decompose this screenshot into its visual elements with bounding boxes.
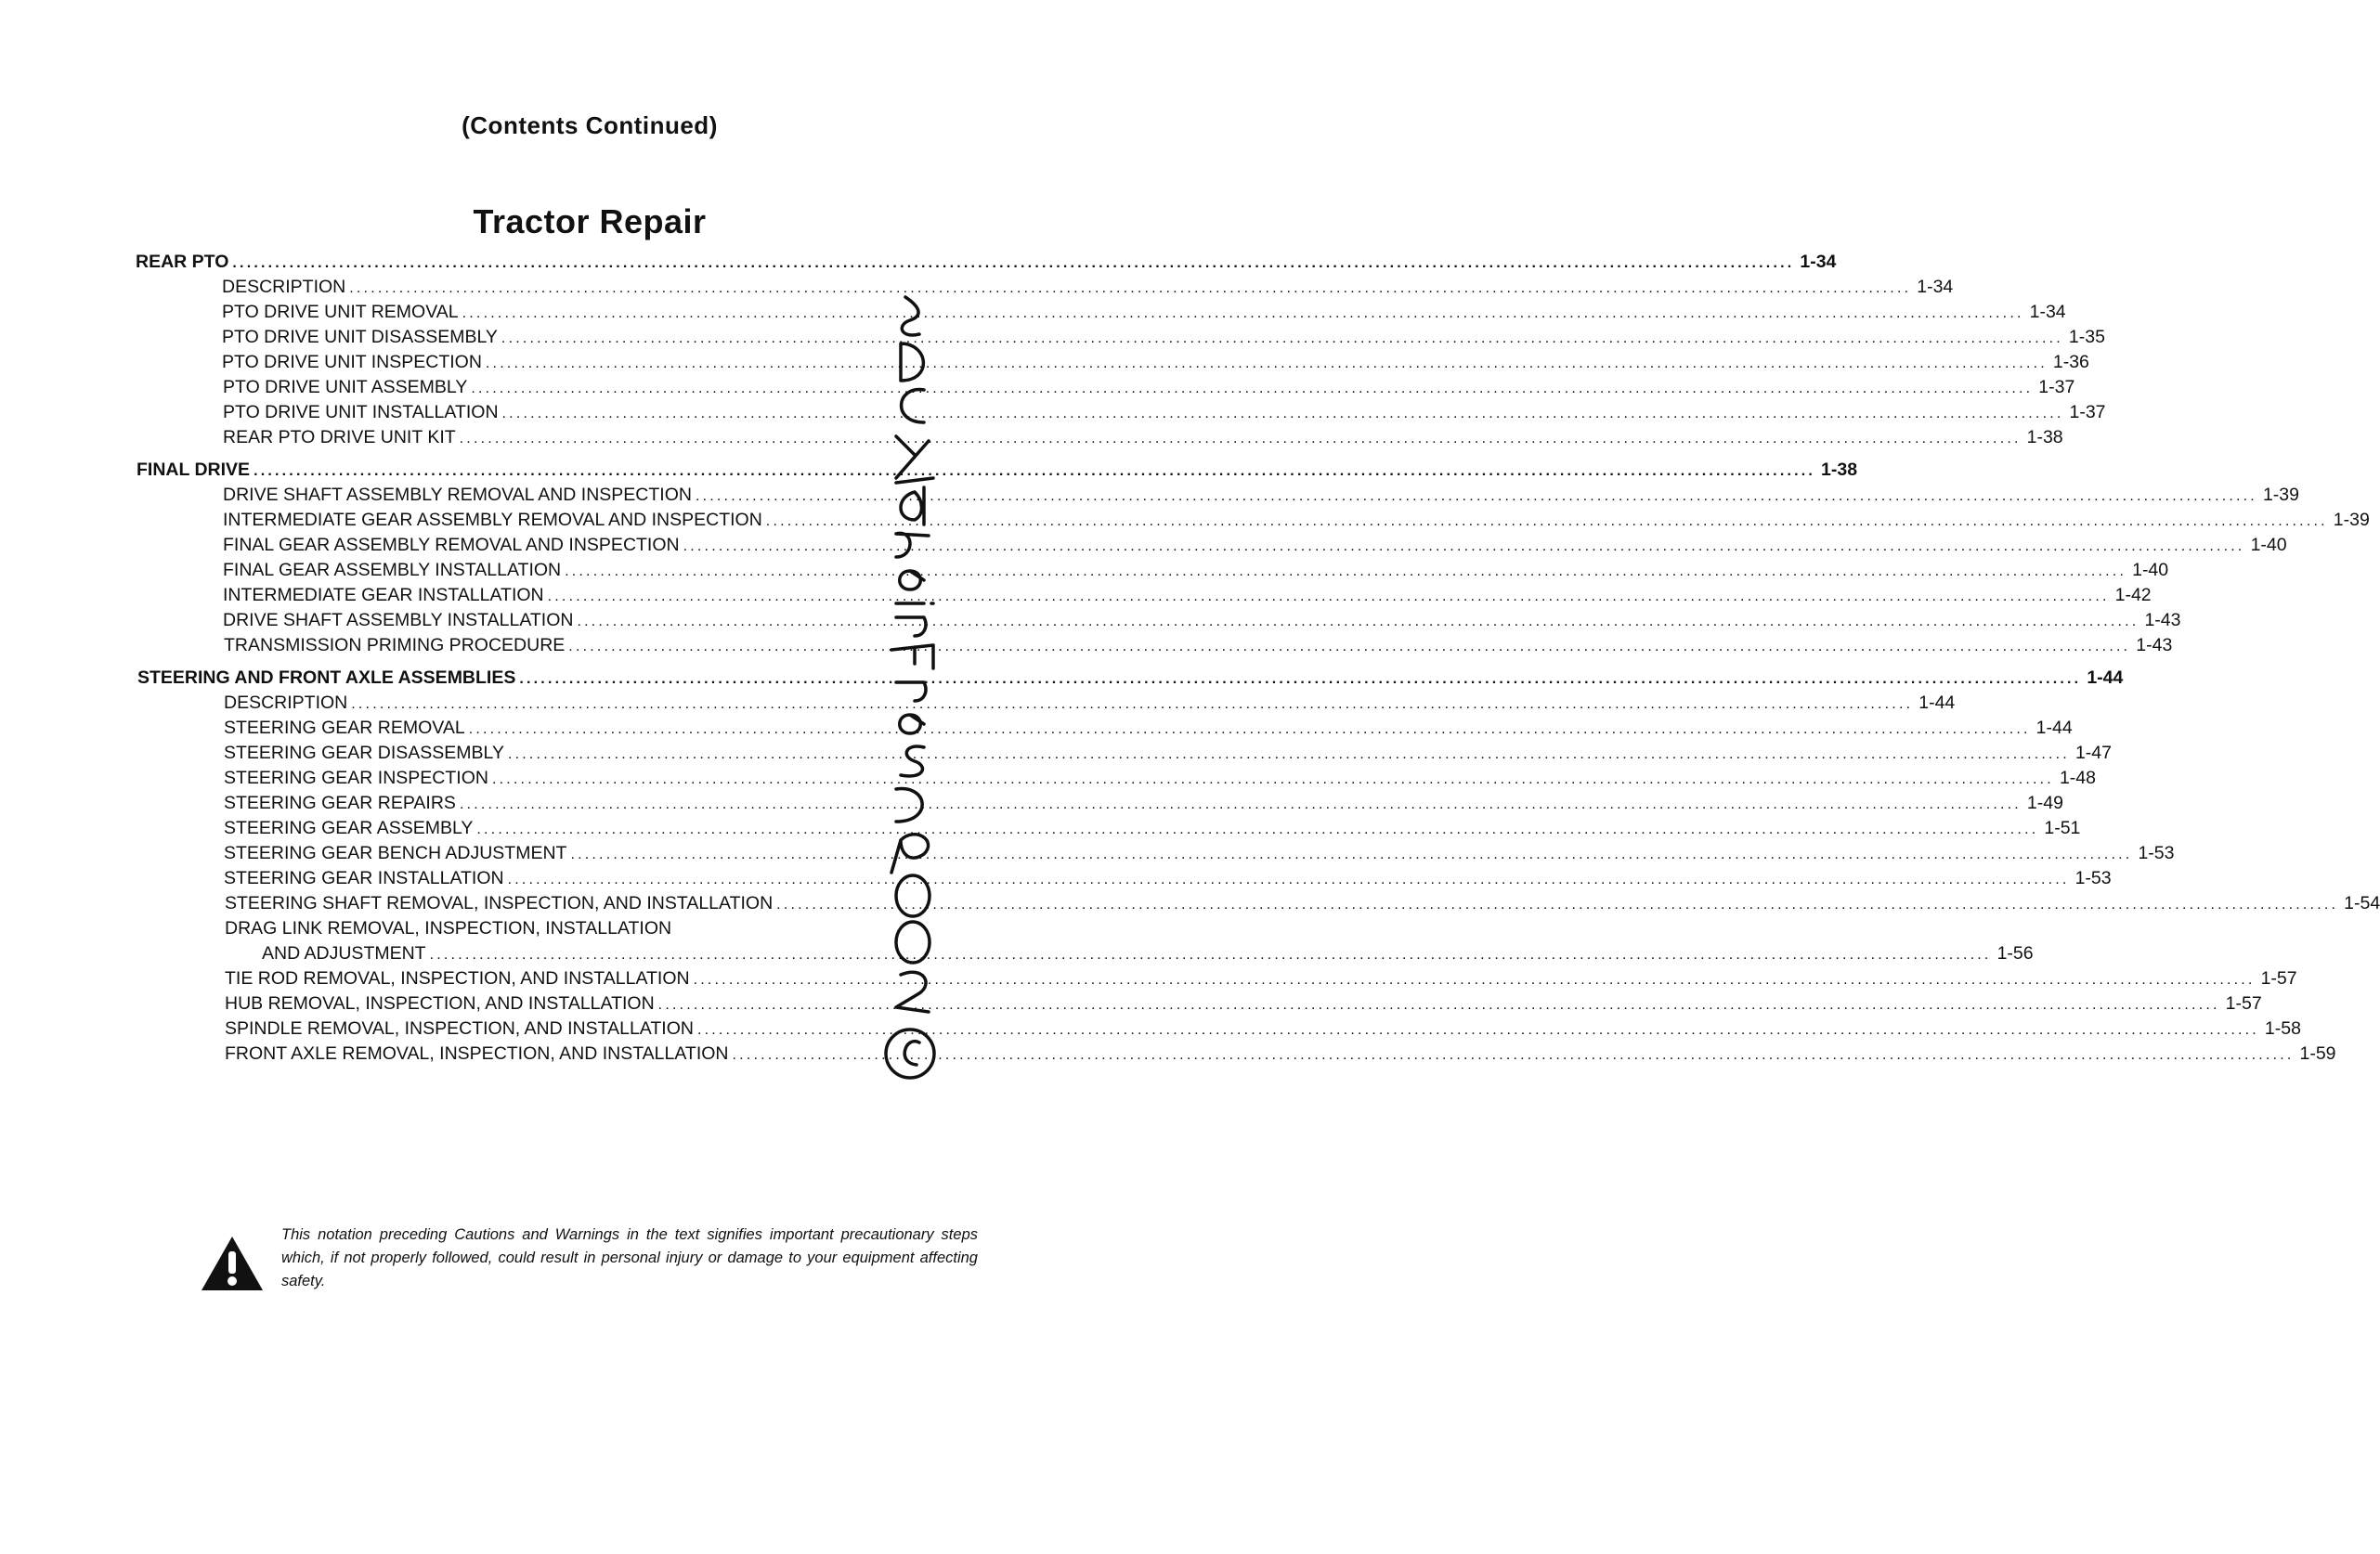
toc-page-number: 1-43 xyxy=(2144,610,2181,630)
toc-section-row xyxy=(137,459,1858,483)
contents-continued-heading: (Contents Continued) xyxy=(462,111,718,139)
toc-entry-row xyxy=(224,742,2112,766)
toc-leader-dots: ............................................................................................................................................................................................................................ xyxy=(565,563,2127,579)
toc-page-number: 1-56 xyxy=(1996,943,2034,964)
toc-leader-dots: ............................................................................................................................................................................................................................ xyxy=(501,406,2064,421)
toc-leader-dots: ............................................................................................................................................................................................................................ xyxy=(232,255,1795,271)
toc-entry-row xyxy=(224,842,2175,866)
toc-entry-label: DESCRIPTION xyxy=(222,277,346,297)
toc-page-number: 1-37 xyxy=(2038,377,2075,397)
toc-leader-dots: ............................................................................................................................................................................................................................ xyxy=(695,488,2257,504)
toc-entry-label: HUB REMOVAL, INSPECTION, AND INSTALLATION xyxy=(225,993,655,1014)
toc-section-row xyxy=(137,667,2124,691)
toc-entry-row xyxy=(224,817,2081,841)
safety-notice xyxy=(195,1224,984,1307)
toc-entry-row xyxy=(222,351,2089,375)
toc-entry-row xyxy=(224,792,2063,816)
toc-leader-dots: ............................................................................................................................................................................................................................ xyxy=(476,822,2039,837)
toc-entry-label: STEERING AND FRONT AXLE ASSEMBLIES xyxy=(137,667,516,688)
toc-leader-dots: ............................................................................................................................................................................................................................ xyxy=(471,381,2034,396)
toc-entry-label: STEERING GEAR REPAIRS xyxy=(224,793,456,813)
toc-page-number: 1-34 xyxy=(1917,277,1954,297)
toc-leader-dots: ............................................................................................................................................................................................................................ xyxy=(351,696,1914,712)
toc-page-number: 1-39 xyxy=(2262,485,2299,505)
toc-entry-row xyxy=(223,559,2169,583)
toc-leader-dots: ............................................................................................................................................................................................................................ xyxy=(657,997,2220,1013)
toc-leader-dots: ............................................................................................................................................................................................................................ xyxy=(519,671,2082,687)
toc-page-number: 1-37 xyxy=(2069,402,2106,422)
toc-leader-dots: ............................................................................................................................................................................................................................ xyxy=(696,1022,2259,1038)
handwritten-copyright-watermark xyxy=(887,292,975,1142)
toc-page-number: 1-57 xyxy=(2225,993,2262,1014)
toc-page-number: 1-38 xyxy=(1821,460,1858,480)
toc-page-number: 1-35 xyxy=(2068,327,2105,347)
toc-page-number: 1-54 xyxy=(2344,893,2380,913)
toc-entry-label: DRAG LINK REMOVAL, INSPECTION, INSTALLATION xyxy=(225,918,672,939)
toc-entry-row xyxy=(225,967,2297,991)
toc-leader-dots: ............................................................................................................................................................................................................................ xyxy=(507,746,2070,762)
toc-page-number: 1-39 xyxy=(2333,510,2370,530)
toc-leader-dots: ............................................................................................................................................................................................................................ xyxy=(459,431,2022,447)
toc-entry-label: STEERING GEAR INSTALLATION xyxy=(224,868,504,888)
toc-entry-row xyxy=(223,426,2063,450)
page-title: Tractor Repair xyxy=(473,202,707,240)
toc-entry-label: INTERMEDIATE GEAR INSTALLATION xyxy=(223,585,544,605)
toc-entry-label: STEERING GEAR DISASSEMBLY xyxy=(224,743,504,763)
toc-entry-label: REAR PTO DRIVE UNIT KIT xyxy=(223,427,456,447)
toc-page-number: 1-36 xyxy=(2052,352,2089,372)
toc-section-row xyxy=(136,251,1837,275)
toc-page-number: 1-44 xyxy=(2087,667,2124,688)
toc-page-number: 1-48 xyxy=(2059,768,2096,788)
toc-entry-row xyxy=(224,634,2173,658)
toc-entry-row xyxy=(222,326,2105,350)
toc-entry-label: SPINDLE REMOVAL, INSPECTION, AND INSTALLATION xyxy=(225,1018,694,1039)
toc-entry-row xyxy=(225,1042,2336,1067)
toc-entry-row xyxy=(223,376,2075,400)
toc-entry-row xyxy=(225,892,2380,916)
toc-entry-row xyxy=(225,917,985,939)
toc-leader-dots: ............................................................................................................................................................................................................................ xyxy=(254,463,1816,479)
toc-entry-label: AND ADJUSTMENT xyxy=(262,943,426,964)
toc-entry-label: STEERING GEAR ASSEMBLY xyxy=(224,818,474,838)
toc-entry-row xyxy=(224,717,2073,741)
toc-page-number: 1-43 xyxy=(2136,635,2173,655)
toc-entry-label: DRIVE SHAFT ASSEMBLY REMOVAL AND INSPECTION xyxy=(223,485,692,505)
toc-leader-dots: ............................................................................................................................................................................................................................ xyxy=(547,589,2110,604)
toc-entry-label: FINAL DRIVE xyxy=(137,460,251,480)
toc-page-number: 1-38 xyxy=(2026,427,2063,447)
toc-leader-dots: ............................................................................................................................................................................................................................ xyxy=(765,513,2328,529)
toc-entry-row xyxy=(223,509,2370,533)
toc-entry-label: REAR PTO xyxy=(136,252,229,272)
toc-entry-label: STEERING GEAR REMOVAL xyxy=(224,718,465,738)
toc-entry-row xyxy=(223,534,2287,558)
toc-page-number: 1-34 xyxy=(2029,302,2066,322)
toc-entry-label: DRIVE SHAFT ASSEMBLY INSTALLATION xyxy=(223,610,574,630)
toc-entry-label: STEERING GEAR INSPECTION xyxy=(224,768,488,788)
toc-leader-dots: ............................................................................................................................................................................................................................ xyxy=(485,356,2048,371)
toc-entry-label: TRANSMISSION PRIMING PROCEDURE xyxy=(224,635,566,655)
toc-entry-label: FRONT AXLE REMOVAL, INSPECTION, AND INSTALLATION xyxy=(225,1043,729,1064)
toc-entry-row xyxy=(225,992,2262,1017)
toc-entry-row xyxy=(223,609,2181,633)
toc-entry-row xyxy=(224,867,2112,891)
toc-entry-label: PTO DRIVE UNIT REMOVAL xyxy=(222,302,459,322)
toc-page-number: 1-58 xyxy=(2264,1018,2301,1039)
toc-entry-label: PTO DRIVE UNIT INSPECTION xyxy=(222,352,482,372)
toc-entry-label: DESCRIPTION xyxy=(224,693,348,713)
toc-entry-row xyxy=(222,301,2066,325)
toc-entry-label: FINAL GEAR ASSEMBLY REMOVAL AND INSPECTION xyxy=(223,535,680,555)
toc-entry-row xyxy=(223,584,2152,608)
toc-page-number: 1-44 xyxy=(2035,718,2073,738)
toc-entry-label: PTO DRIVE UNIT ASSEMBLY xyxy=(223,377,468,397)
toc-leader-dots: ............................................................................................................................................................................................................................ xyxy=(468,721,2031,737)
toc-entry-label: STEERING GEAR BENCH ADJUSTMENT xyxy=(224,843,567,863)
toc-leader-dots: ............................................................................................................................................................................................................................ xyxy=(683,538,2245,554)
toc-page-number: 1-53 xyxy=(2074,868,2112,888)
toc-entry-row xyxy=(224,767,2096,791)
toc-leader-dots: ............................................................................................................................................................................................................................ xyxy=(462,305,2024,321)
toc-entry-row xyxy=(222,276,1954,300)
toc-page-number: 1-34 xyxy=(1800,252,1837,272)
toc-leader-dots: ............................................................................................................................................................................................................................ xyxy=(507,872,2070,887)
toc-page-number: 1-44 xyxy=(1918,693,1956,713)
toc-leader-dots: ............................................................................................................................................................................................................................ xyxy=(568,639,2131,654)
toc-entry-label: PTO DRIVE UNIT INSTALLATION xyxy=(223,402,499,422)
toc-page-number: 1-40 xyxy=(2250,535,2287,555)
toc-page-number: 1-40 xyxy=(2132,560,2169,580)
toc-entry-label: INTERMEDIATE GEAR ASSEMBLY REMOVAL AND INSPECTION xyxy=(223,510,762,530)
toc-entry-row xyxy=(225,1017,2301,1042)
toc-leader-dots: ............................................................................................................................................................................................................................ xyxy=(577,614,2139,629)
toc-entry-label: FINAL GEAR ASSEMBLY INSTALLATION xyxy=(223,560,562,580)
toc-leader-dots: ............................................................................................................................................................................................................................ xyxy=(459,796,2022,812)
toc-page-number: 1-49 xyxy=(2026,793,2063,813)
toc-entry-row xyxy=(224,692,1956,716)
toc-entry-row xyxy=(223,401,2106,425)
toc-leader-dots: ............................................................................................................................................................................................................................ xyxy=(570,847,2133,862)
warning-triangle-icon xyxy=(200,1235,265,1292)
toc-entry-label: TIE ROD REMOVAL, INSPECTION, AND INSTALLATION xyxy=(225,968,690,989)
toc-leader-dots: ............................................................................................................................................................................................................................ xyxy=(776,897,2339,913)
toc-page-number: 1-59 xyxy=(2299,1043,2336,1064)
toc-page-number: 1-47 xyxy=(2074,743,2112,763)
toc-leader-dots: ............................................................................................................................................................................................................................ xyxy=(501,330,2063,346)
toc-leader-dots: ............................................................................................................................................................................................................................ xyxy=(693,972,2256,988)
toc-leader-dots: ............................................................................................................................................................................................................................ xyxy=(732,1047,2295,1063)
toc-entry-row xyxy=(223,484,2299,508)
toc-entry-row xyxy=(262,942,2034,966)
toc-page-number: 1-51 xyxy=(2044,818,2081,838)
toc-page-number: 1-57 xyxy=(2260,968,2297,989)
toc-page-number: 1-42 xyxy=(2114,585,2152,605)
safety-notice-text: This notation preceding Cautions and Warnings in the text signifies important precautionary steps which, if not properly followed, could result in personal injury or damage to your equipment affecting safety. xyxy=(281,1226,978,1289)
toc-entry-label: PTO DRIVE UNIT DISASSEMBLY xyxy=(222,327,498,347)
toc-leader-dots: ............................................................................................................................................................................................................................ xyxy=(349,280,1912,296)
toc-entry-label: STEERING SHAFT REMOVAL, INSPECTION, AND INSTALLATION xyxy=(225,893,774,913)
toc-leader-dots: ............................................................................................................................................................................................................................ xyxy=(491,771,2054,787)
toc-page-number: 1-53 xyxy=(2138,843,2175,863)
toc-leader-dots: ............................................................................................................................................................................................................................ xyxy=(429,947,1992,963)
